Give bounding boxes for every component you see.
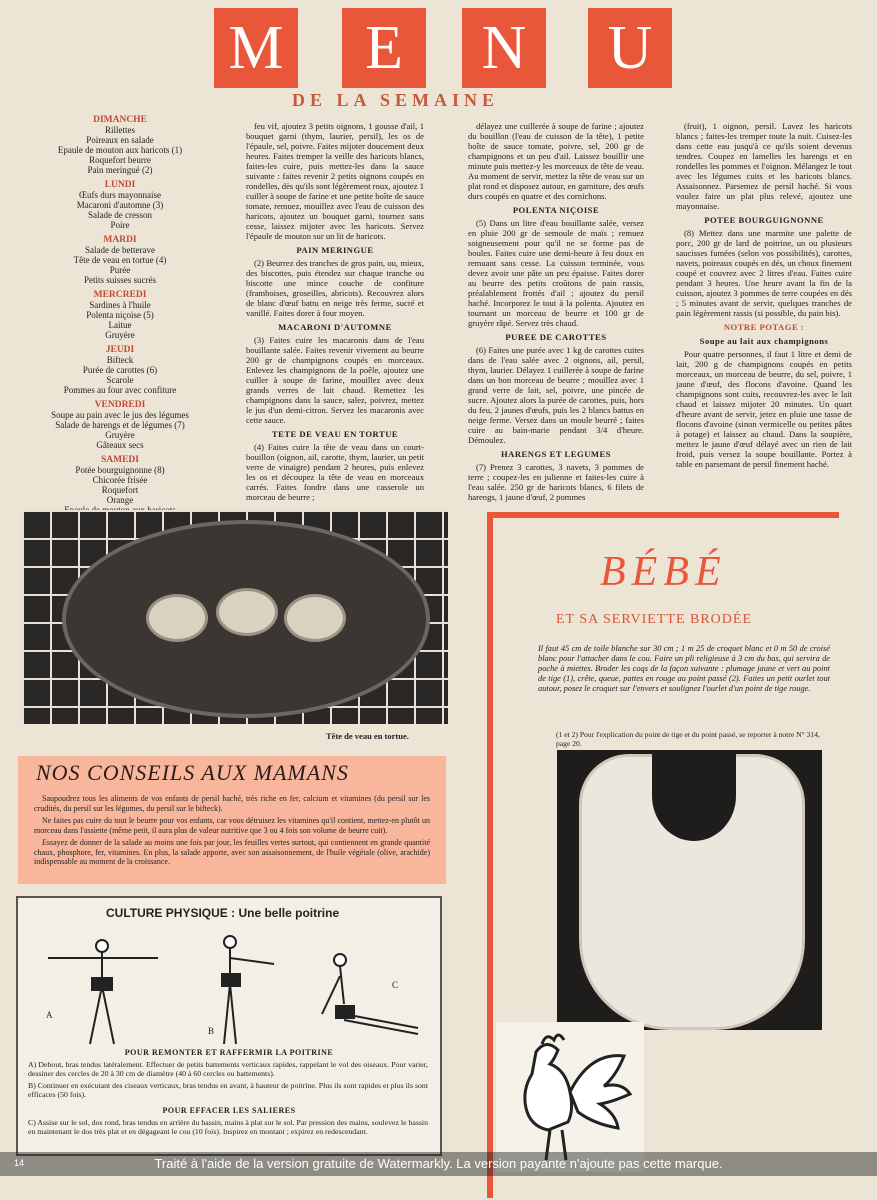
menu-dish: Gâteaux secs [96,440,144,450]
menu-dish: Roquefort [101,485,139,495]
recipe-heading: PAIN MERINGUE [296,245,374,255]
menu-dish: Rillettes [105,125,135,135]
menu-dish: Pommes au four avec confiture [63,385,177,395]
menu-dish: Tête de veau en tortue (4) [73,255,167,265]
menu-dish: Poireaux en salade [86,135,154,145]
menu-dish: Orange [106,495,134,505]
conseils-body [34,794,430,870]
recipe-paragraph: (3) Faites cuire les macaronis dans de l'eau bouillante salée. Faites revenir vivement au beurre 200 gr de champignons coupés en morceaux. Enlevez les champignons de la poêle, ajoutez une cuiller à soupe de farine, mouillez avec deux grands verres de lait chaud. Remettez les champignons dans la sauce, salez, poivrez, mettez le jus d'un demi-citron. Servez les macaronis avec cette sauce. [246,335,424,425]
recipe-paragraph: (4) Faites cuire la tête de veau dans un court-bouillon (oignon, ail, carotte, thym, laurier, un petit verre de vinaigre) pendant 2 heures, puis enlevez les os et découpez la tête de veau en morceaux carrés. Faites fondre dans une casserole un morceau de beurre ; [246,442,424,502]
exercise-label-c: C [392,980,399,990]
recipe-paragraph: feu vif, ajoutez 3 petits oignons, 1 gousse d'ail, 1 bouquet garni (thym, laurier, persil), les os de l'épaule, sel, poivre. Faites mijoter doucement deux heures. Faites tremper la veille des haricots blancs, faites-les cuire, puis mettez-les dans la sauce suivante : faites revenir 2 petits oignons coupés en rondelles, dès qu'ils sont légèrement roux, ajoutez 1 cuiller à soupe de farine et une petite boîte de sauce tomate, remuez, mouillez avec l'eau de cuisson des haricots, ajoutez un bouquet garni, tournez sans cesse, laissez mijoter avec les haricots. Servez l'épaule de mouton sur un lit de haricots. [246,121,424,241]
recipe-paragraph: (6) Faites une purée avec 1 kg de carottes cuites dans de l'eau salée avec 2 oignons, ail, persil, thym, laurier. Délayez 1 cuillerée à soupe de farine dans un bon morceau de beurre ; mouillez avec 1 grand verre de lait, sel, poivre, une pincée de sucre. Ajoutez alors la purée de carottes, puis, hors du feu, 2 jaunes d'œufs, puis les 2 blancs battus en neige ferme. Versez dans un moule beurré ; faites cuire au bain-marie pendant 3/4 d'heure. Démoulez. [468,345,644,445]
watermark-banner: Traité à l'aide de la version gratuite de Watermarkly. La version payante n'ajoute pas cette marque. [0,1152,877,1176]
page-number: 14 [14,1158,25,1168]
culture-text-1 [28,1060,428,1102]
menu-day-samedi: SAMEDI [100,455,139,465]
recipe-paragraph: (fruit), 1 oignon, persil. Lavez les haricots blancs ; faites-les tremper toute la nuit. Cuisez-les dans cette eau jusqu'à ce qu'ils soient devenus tendres. Coupez en lamelles les harengs et en rondelles les pommes et l'oignon. Mélangez le tout avec les légumes cuits et les haricots blancs. Assaisonnez. Parsemez de persil haché. Si vous voulez faire un plat plus relevé, ajoutez une mayonnaise. [676,121,852,211]
recipe-heading: Soupe au lait aux champignons [699,336,829,346]
menu-dish: Bifteck [106,355,134,365]
menu-day-lundi: LUNDI [104,180,136,190]
conseil-para: Essayez de donner de la salade au moins une fois par jour, les feuilles vertes surtout, qui contiennent en grande quantité chaux, phosphore, fer, vitamines. En plus, la salade apporte, avec son assaisonnement, de l'huile végétale (olive, arachide) indispensable au moment de la croissance. [34,838,430,866]
menu-dish: Pain meringué (2) [87,165,153,175]
recipe-heading: TETE DE VEAU EN TORTUE [271,429,399,439]
bebe-title: BÉBÉ [600,549,727,595]
menu-dish: Potée bourguignonne (8) [75,465,165,475]
menu-subtitle: DE LA SEMAINE [292,90,500,110]
culture-subheading-1: POUR REMONTER ET RAFFERMIR LA POITRINE [124,1048,334,1057]
platter [62,520,430,718]
exercise-illustration [18,926,438,1056]
bib-photo [557,750,822,1030]
egg-slice [284,594,346,642]
menu-letter-n: N [462,8,546,88]
menu-dish: Gruyère [105,330,135,340]
culture-subheading-2: POUR EFFACER LES SALIERES [162,1106,296,1115]
menu-dish: Scarole [106,375,134,385]
recipe-heading: HARENGS ET LEGUMES [500,449,612,459]
recipe-heading: NOTRE POTAGE : [723,322,805,332]
exercise-b-text: B) Continuer en exécutant des ciseaux verticaux, bras tendus en avant, à hauteur de poitrine. Plus ils sont rapides et plus ils sont efficaces (50 fois). [28,1081,428,1099]
rooster-icon [496,1022,644,1172]
menu-letter-e: E [342,8,426,88]
menu-letter-m: M [214,8,298,88]
bebe-subtitle: ET SA SERVIETTE BRODÉE [556,612,753,627]
bib-shape [579,754,805,1030]
conseil-para: Ne faites pas cuire du tout le beurre pour vos enfants, car vous détruisez les vitamines qu'il contient, mettez-en plutôt un morceau dans l'assiette (même petit, il aura plus de valeur nutritive que 3 ou 4 fois son volume de beurre cuit). [34,816,430,835]
rooster-illustration [496,1022,644,1172]
menu-dish: Poire [110,220,130,230]
menu-dish: Epaule de mouton aux haricots (1) [57,145,183,155]
recipes-column-4 [676,121,852,472]
exercise-c-text: C) Assise sur le sol, dos rond, bras tendus en arrière du bassin, mains à plat sur le sol. Par pression des mains, soulevez le bassin en maintenant le dos très plat et en dégageant le cou (10 fois). Inspirez en montant ; expirez en redescendant. [28,1118,428,1136]
menu-dish: Salade de betterave [85,245,155,255]
egg-slice [216,588,278,636]
recipes-column-2 [246,121,424,505]
menu-dish: Macaroni d'automne (3) [76,200,164,210]
menu-dish: Gruyère [105,430,135,440]
week-menu [30,110,210,544]
menu-day-vendredi: VENDREDI [94,400,146,410]
conseil-para: Saupoudrez tous les aliments de vos enfants de persil haché, très riche en fer, calcium et vitamines (du persil sur les crudités, du persil sur les légumes, du persil sur le bifteck). [34,794,430,813]
menu-letter-u: U [588,8,672,88]
menu-dish: Polenta niçoise (5) [86,310,154,320]
recipe-paragraph: (5) Dans un litre d'eau bouillante salée, versez en pluie 200 gr de semoule de maïs ; remuez soigneusement pour qu'il ne se forme pas de boules. Faites cuire une demi-heure à feu doux en remuant sans cesse. La cuisson terminée, vous devez avoir une pâte un peu épaisse. Faites dorer au beurre des petits croûtons de pain rassis, préalablement frottés d'ail ; ajoutez du persil haché. Incorporez le tout à la polenta. Ajoutez en tournant un morceau de beurre et 100 gr de gruyère râpé. Servez très chaud. [468,218,644,328]
menu-day-mercredi: MERCREDI [93,290,147,300]
menu-dish: Purée [109,265,131,275]
recipe-paragraph: (8) Mettez dans une marmite une palette de porc, 200 gr de lard de poitrine, un ou plusieurs saucisses fumées (selon vos possibilités), carottes, navets, poireaux coupés en dés, un choux finement coupé et couvrez avec 2 litres d'eau. Faites cuire pendant 3 heures. Une heure avant la fin de la cuisson, ajoutez 3 pommes de terre coupées en dés ; 5 minutes avant de servir, quelques tranches de pain légèrement rassis (si possible, du pain bis). [676,228,852,318]
recipe-heading: POTEE BOURGUIGNONNE [704,215,824,225]
exercise-label-b: B [208,1026,215,1036]
culture-text-2 [28,1118,428,1139]
recipe-heading: MACARONI D'AUTOMNE [278,322,392,332]
culture-physique-box [16,896,442,1156]
menu-day-dimanche: DIMANCHE [93,115,147,125]
recipe-paragraph: Pour quatre personnes, il faut 1 litre et demi de lait, 200 g de champignons coupés en petits morceaux, un morceau de beurre, du sel, poivre, 1 jaune d'œuf, des flocons d'avoine. Quand les champignons sont cuits, recouvrez-les avec le lait chaud et laissez mijoter 20 minutes. Un quart d'heure avant de servir, jetez en pluie une tasse de flocons d'avoine (sinon vermicelle ou petites pâtes à potage) et laissez au chaud. Dans la soupière, mettez le jaune d'œuf délayé avec un rien de lait froid, puis versez la soupe bouillante. Portez à table en parsemant de persil finement haché. [676,349,852,469]
bib-neck [652,751,736,841]
menu-dish: Petits suisses sucrés [84,275,156,285]
menu-day-mardi: MARDI [103,235,137,245]
exercise-a-text: A) Debout, bras tendus latéralement. Effectuer de petits battements verticaux rapides, rappelant le vol des oiseaux. Pour varier, dessiner des cercles de 20 à 30 cm de diamètre (40 à 60 cercles ou battements). [28,1060,428,1078]
conseils-box [18,756,446,884]
culture-title: CULTURE PHYSIQUE : Une belle poitrine [106,906,340,920]
recipe-paragraph: (7) Prenez 3 carottes, 3 navets, 3 pommes de terre ; coupez-les en julienne et faites-les cuire à l'eau salée. 250 gr de haricots blancs, 6 filets de harengs, 1 jaune d'œuf, 2 pommes [468,462,644,502]
bebe-text: Il faut 45 cm de toile blanche sur 30 cm ; 1 m 25 de croquet blanc et 0 m 50 de croisé blanc pour l'attacher dans le cou. Faire un pli religieuse à 3 cm du bas, qui servira de poche à miettes. Broder les coqs de la façon suivante : plumage jaune et vert au point de tige (1), crête, queue, pattes en rouge au point passé (2). Faites un petit ourlet tout autour, posez le croquet sur l'envers et soulignez l'ourlet d'un point de tige rouge. [538,644,830,693]
menu-day-jeudi: JEUDI [105,345,135,355]
bebe-note: (1 et 2) Pour l'explication du point de tige et du point passé, se reporter à notre N° 314, page 20. [556,730,820,748]
menu-dish: Sardines à l'huile [89,300,151,310]
menu-dish: Œufs durs mayonnaise [79,190,161,200]
menu-dish: Salade de cresson [88,210,152,220]
conseils-title: NOS CONSEILS AUX MAMANS [36,760,349,785]
recipe-paragraph: délayez une cuillerée à soupe de farine ; ajoutez du bouillon (l'eau de cuisson de la tête), 1 petite boîte de sauce tomate, poivre, sel, 200 gr de champignons et un peu d'ail. Laissez bouillir une minute puis mettez-y les morceaux de tête de veau. Au moment de servir, mettez la tête de veau sur un plat rond et disposez autour, en garniture, des œufs durs coupés en quatre et des cornichons. [468,121,644,201]
menu-dish: Soupe au pain avec le jus des légumes [51,410,189,420]
menu-dish: Chicorée frisée [92,475,148,485]
menu-dish: Laitue [108,320,132,330]
recipes-column-3 [468,121,644,505]
menu-dish: Salade de harengs et de légumes (7) [55,420,185,430]
recipe-heading: PUREE DE CAROTTES [505,332,607,342]
egg-slice [146,594,208,642]
tete-de-veau-photo [22,510,448,724]
exercise-label-a: A [46,1010,53,1020]
photo-caption: Tête de veau en tortue. [326,731,409,741]
recipe-heading: POLENTA NIÇOISE [512,205,600,215]
recipe-paragraph: (2) Beurrez des tranches de gros pain, ou, mieux, des biscottes, puis étendez sur chaque tranche ou biscotte une mince couche de confiture (framboises, groseilles, abricots). Recouvrez alors de blanc d'œuf battu en neige très ferme, sucré et vanillé. Faites dorer à four moyen. [246,258,424,318]
menu-dish: Roquefort beurre [89,155,151,165]
menu-dish: Purée de carottes (6) [82,365,158,375]
